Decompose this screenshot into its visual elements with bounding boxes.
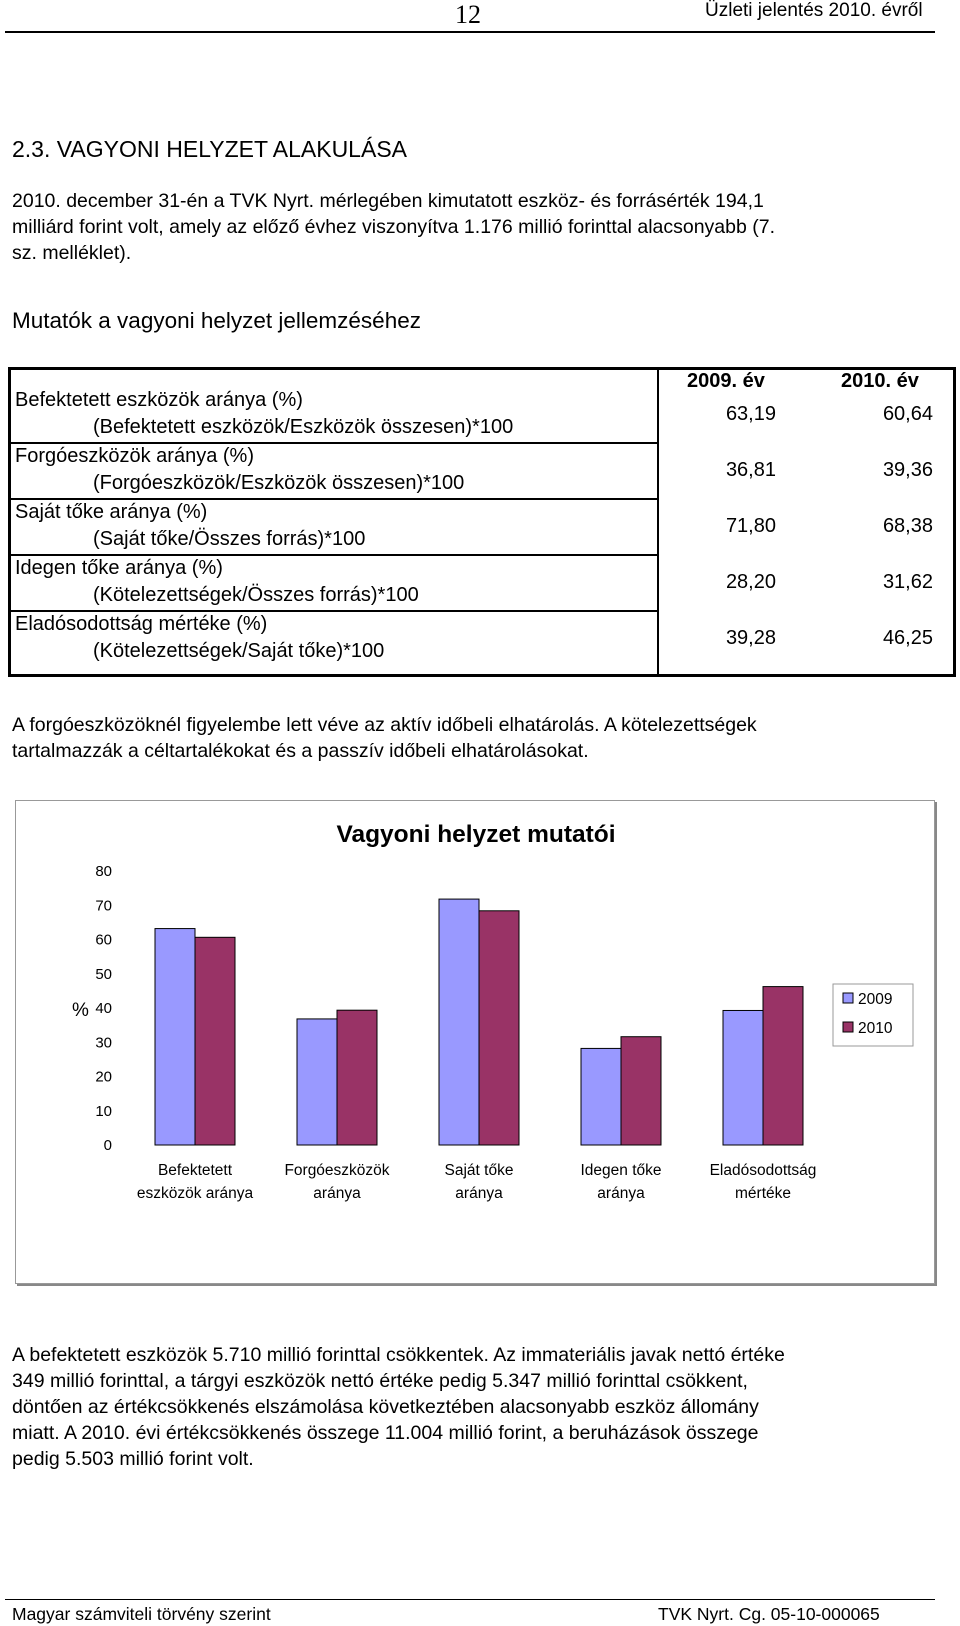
row-label: Saját tőke aránya (%) <box>15 501 208 523</box>
table-row <box>11 554 953 610</box>
chart-title: Vagyoni helyzet mutatói <box>336 821 616 848</box>
footer-right: TVK Nyrt. Cg. 05-10-000065 <box>658 1604 880 1624</box>
row-label: Idegen tőke aránya (%) <box>15 557 223 579</box>
table-row <box>11 498 953 554</box>
footer-left: Magyar számviteli törvény szerint <box>12 1604 271 1624</box>
row-value-2010: 39,36 <box>882 459 933 481</box>
x-category-label: aránya <box>597 1185 645 1202</box>
bar-2009 <box>581 1048 621 1145</box>
row-value-2009: 28,20 <box>725 571 776 593</box>
bar-2009 <box>723 1010 763 1145</box>
bar-chart <box>16 801 934 1283</box>
x-category-label: aránya <box>313 1185 361 1202</box>
x-category-label: mértéke <box>735 1185 791 1202</box>
closing-line: miatt. A 2010. évi értékcsökkenés összege 11.004 millió forint, a beruházások összege <box>12 1422 759 1444</box>
bar-2010 <box>479 911 519 1145</box>
note-line: A forgóeszközöknél figyelembe lett véve az aktív időbeli elhatárolás. A kötelezettségek <box>12 714 757 736</box>
section-title: 2.3. VAGYONI HELYZET ALAKULÁSA <box>12 136 407 162</box>
bar-2010 <box>763 987 803 1145</box>
closing-line: A befektetett eszközök 5.710 millió forinttal csökkentek. Az immateriális javak nettó értéke <box>12 1344 785 1366</box>
x-category-label: aránya <box>455 1185 503 1202</box>
legend-label: 2010 <box>858 1020 893 1037</box>
x-category-label: Idegen tőke <box>580 1162 662 1179</box>
y-tick-label: 60 <box>95 931 112 949</box>
table-subtitle: Mutatók a vagyoni helyzet jellemzéséhez <box>12 308 421 333</box>
row-value-2009: 63,19 <box>725 403 776 425</box>
row-formula: (Kötelezettségek/Saját tőke)*100 <box>93 640 385 662</box>
page-number: 12 <box>455 0 481 29</box>
bar-2010 <box>337 1010 377 1145</box>
row-formula: (Kötelezettségek/Összes forrás)*100 <box>93 584 419 606</box>
y-tick-label: 80 <box>95 863 112 880</box>
y-tick-label: 20 <box>95 1068 112 1086</box>
report-title: Üzleti jelentés 2010. évről <box>705 0 923 21</box>
y-tick-label: 50 <box>95 965 112 983</box>
row-value-2009: 36,81 <box>725 459 776 481</box>
closing-line: 349 millió forinttal, a tárgyi eszközök nettó értéke pedig 5.347 millió forinttal csökkent, <box>12 1370 748 1392</box>
bar-2010 <box>195 937 235 1145</box>
chart-container <box>15 800 935 1284</box>
row-value-2010: 60,64 <box>882 403 933 425</box>
y-axis-label: % <box>72 1000 89 1021</box>
x-category-label: Forgóeszközök <box>284 1162 390 1179</box>
note-line: tartalmazzák a céltartalékokat és a passzív időbeli elhatárolásokat. <box>12 740 589 762</box>
table-row <box>11 386 953 442</box>
y-tick-label: 0 <box>103 1137 112 1154</box>
y-tick-label: 30 <box>95 1034 112 1052</box>
bar-2009 <box>155 929 195 1145</box>
indicators-table <box>8 367 956 677</box>
bar-2009 <box>297 1019 337 1145</box>
y-tick-label: 70 <box>95 897 112 915</box>
row-value-2010: 46,25 <box>882 627 933 649</box>
bar-2009 <box>439 899 479 1145</box>
table-header-2009: 2009. év <box>687 370 765 392</box>
row-formula: (Forgóeszközök/Eszközök összesen)*100 <box>93 472 465 494</box>
table-row <box>11 610 953 666</box>
x-category-label: eszközök aránya <box>136 1185 254 1202</box>
intro-paragraph-line: milliárd forint volt, amely az előző évhez viszonyítva 1.176 millió forinttal alacsonyabb (7. <box>12 216 776 238</box>
closing-line: döntően az értékcsökkenés elszámolása következtében alacsonyabb eszköz állomány <box>12 1396 759 1418</box>
table-header-2010: 2010. év <box>841 370 919 392</box>
row-value-2009: 71,80 <box>725 515 776 537</box>
footer-divider <box>5 1599 935 1600</box>
y-tick-label: 10 <box>95 1102 112 1120</box>
table-row <box>11 442 953 498</box>
row-value-2010: 68,38 <box>882 515 933 537</box>
y-tick-label: 40 <box>95 1000 112 1017</box>
row-label: Befektetett eszközök aránya (%) <box>15 389 303 411</box>
row-formula: (Saját tőke/Összes forrás)*100 <box>93 528 366 550</box>
x-category-label: Saját tőke <box>444 1162 514 1179</box>
row-label: Eladósodottság mértéke (%) <box>15 613 268 635</box>
intro-paragraph-line: sz. melléklet). <box>12 242 132 264</box>
x-category-label: Eladósodottság <box>709 1162 817 1179</box>
bar-2010 <box>621 1037 661 1145</box>
legend-swatch <box>843 993 853 1003</box>
legend-label: 2009 <box>858 991 893 1008</box>
intro-paragraph-line: 2010. december 31-én a TVK Nyrt. mérlegében kimutatott eszköz- és forrásérték 194,1 <box>12 190 764 212</box>
closing-line: pedig 5.503 millió forint volt. <box>12 1448 254 1470</box>
row-formula: (Befektetett eszközök/Eszközök összesen)*100 <box>93 416 514 438</box>
legend-swatch <box>843 1022 853 1032</box>
row-label: Forgóeszközök aránya (%) <box>15 445 254 467</box>
header-divider <box>5 31 935 33</box>
row-value-2009: 39,28 <box>725 627 776 649</box>
x-category-label: Befektetett <box>157 1162 233 1179</box>
row-value-2010: 31,62 <box>882 571 933 593</box>
